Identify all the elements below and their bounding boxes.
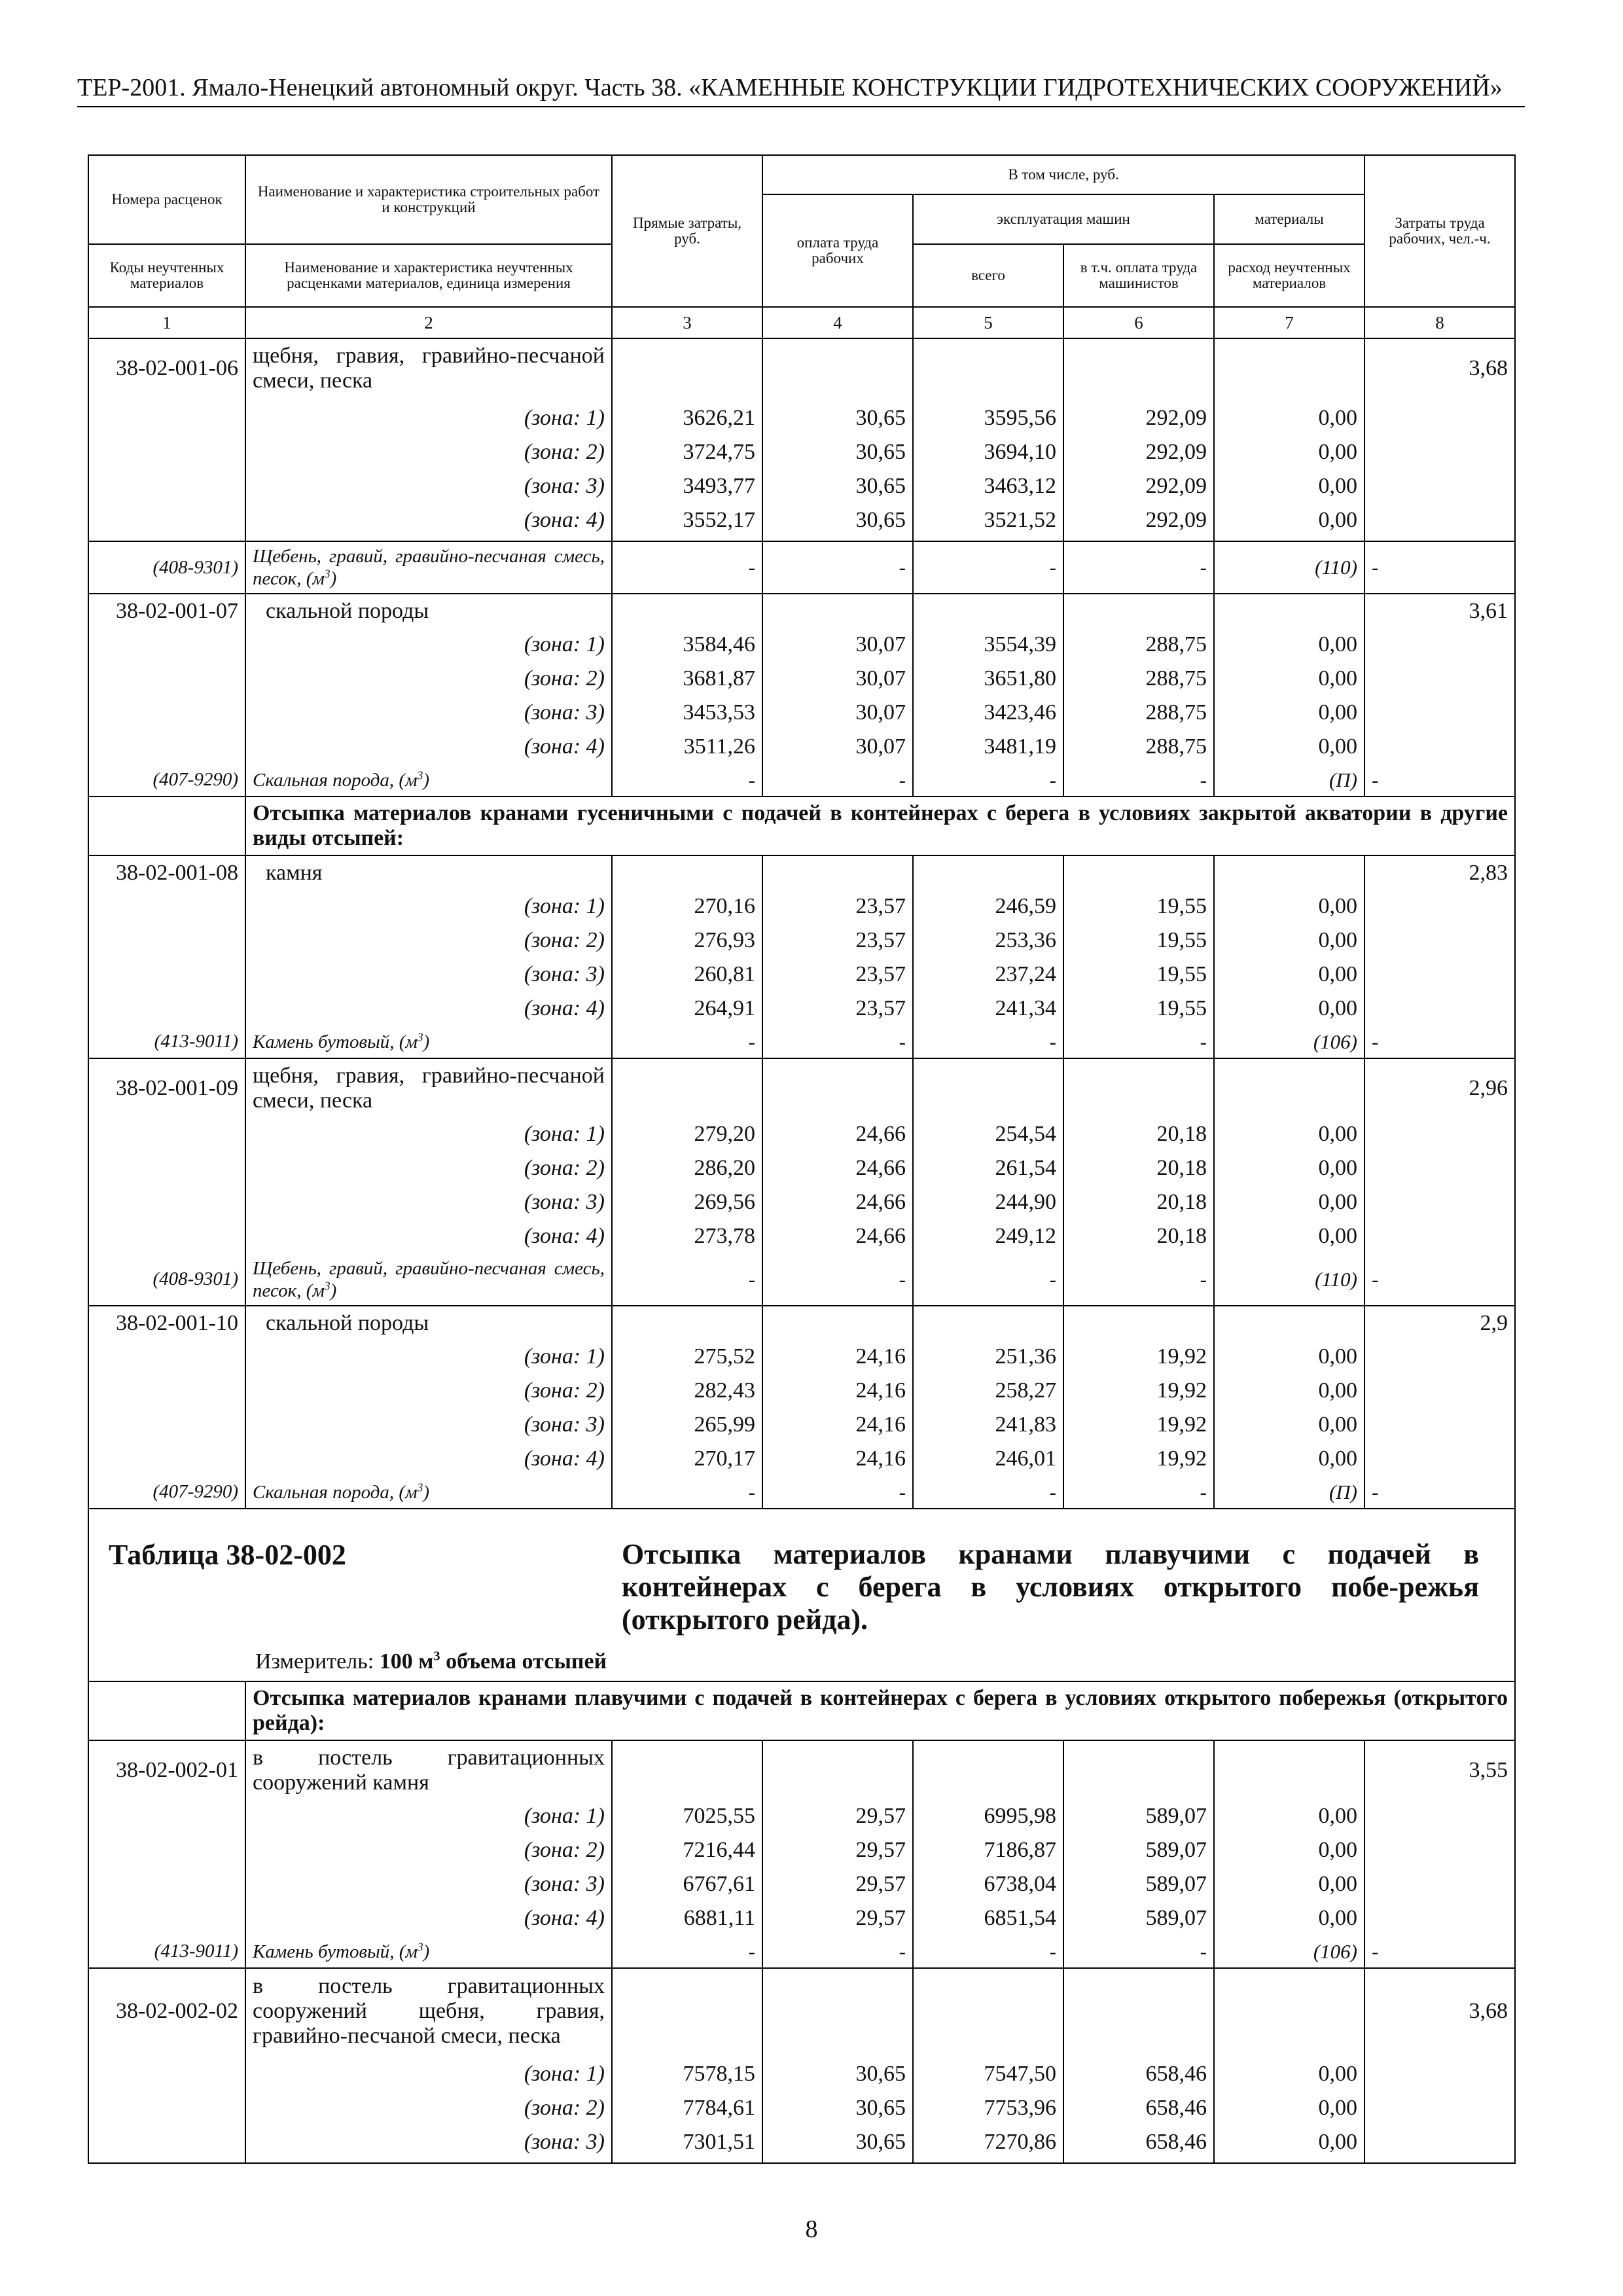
value: 19,55 <box>1156 962 1207 986</box>
material-code: (413-9011) <box>88 1935 245 1968</box>
dash-cell: - <box>1063 1253 1214 1306</box>
value: 3651,80 <box>984 666 1056 691</box>
rate-name: в постель гравитационных сооружений камня <box>245 1740 612 1799</box>
material-row <box>88 764 1515 797</box>
value: 3626,21 <box>683 405 755 430</box>
zone-label: (зона: 3) <box>524 1190 605 1214</box>
value: 19,55 <box>1156 996 1207 1020</box>
value: 30,07 <box>855 666 906 691</box>
dash-cell: - <box>1063 1476 1214 1509</box>
material-costs <box>1214 397 1364 541</box>
rates-table <box>88 154 1516 2164</box>
value: 251,36 <box>995 1344 1056 1369</box>
value: 288,75 <box>1145 734 1207 759</box>
zone-label: (зона: 2) <box>524 1838 605 1862</box>
value: 589,07 <box>1145 1872 1207 1896</box>
col1-header-bottom: Коды неучтенных материалов <box>88 244 245 307</box>
dash-cell: - <box>612 541 762 594</box>
material-code: (407-9290) <box>88 764 245 797</box>
value: 30,07 <box>855 700 906 725</box>
material-code: (407-9290) <box>88 1476 245 1509</box>
value: 20,18 <box>1156 1156 1207 1180</box>
measure-unit: Измеритель: 100 $м^3$ объема отсыпей <box>255 1649 607 1674</box>
value: 246,01 <box>995 1446 1056 1471</box>
zone-label: (зона: 3) <box>524 1872 605 1896</box>
material-name: Щебень, гравий, гравийно-песчаная смесь, песок, $(м^3)$ <box>245 1253 612 1306</box>
labor-cost: 3,61 <box>1364 594 1515 628</box>
col2-header-top: Наименование и характеристика строительных работ и конструкций <box>245 155 612 244</box>
value: 292,09 <box>1145 507 1207 532</box>
value: 253,36 <box>995 928 1056 952</box>
rate-code: 38-02-002-02 <box>88 1968 245 2053</box>
value: 270,17 <box>694 1446 755 1471</box>
zone-label: (зона: 3) <box>524 700 605 725</box>
value: 0,00 <box>1318 1378 1358 1403</box>
value: 0,00 <box>1318 1906 1358 1930</box>
value: 19,92 <box>1156 1412 1207 1437</box>
section-row <box>88 797 1515 855</box>
zone-label: (зона: 2) <box>524 1156 605 1180</box>
zone-values-row <box>88 2053 1515 2163</box>
value: 0,00 <box>1318 734 1358 759</box>
value: 6767,61 <box>683 1872 755 1896</box>
value: 0,00 <box>1318 962 1358 986</box>
value: 292,09 <box>1145 405 1207 430</box>
machine-costs <box>913 397 1063 541</box>
column-number: 5 <box>913 307 1063 338</box>
col3-header: Прямые затраты, руб. <box>612 155 762 307</box>
dash-cell: - <box>1364 1026 1515 1058</box>
value: 0,00 <box>1318 2061 1358 2086</box>
dash-cell: - <box>762 1026 913 1058</box>
value: 3554,39 <box>984 632 1056 656</box>
dash-cell: - <box>913 541 1063 594</box>
value: 24,66 <box>855 1190 906 1214</box>
value: 0,00 <box>1318 1804 1358 1828</box>
value: 0,00 <box>1318 928 1358 952</box>
value: 30,65 <box>855 473 906 498</box>
value: 23,57 <box>855 996 906 1020</box>
zone-values-row <box>88 889 1515 1026</box>
value: 30,65 <box>855 2129 906 2154</box>
zone-label: (зона: 1) <box>524 894 605 918</box>
value: 3463,12 <box>984 473 1056 498</box>
rate-row <box>88 594 1515 628</box>
value: 0,00 <box>1318 1872 1358 1896</box>
page-number: 8 <box>805 2215 818 2243</box>
zone-label: (зона: 4) <box>524 996 605 1020</box>
value: 23,57 <box>855 894 906 918</box>
value: 3552,17 <box>683 507 755 532</box>
value: 29,57 <box>855 1838 906 1862</box>
value: 30,65 <box>855 405 906 430</box>
value: 24,16 <box>855 1378 906 1403</box>
material-name: Камень бутовый, $(м^3)$ <box>245 1935 612 1968</box>
value: 0,00 <box>1318 405 1358 430</box>
rate-name: скальной породы <box>245 1306 612 1340</box>
value: 286,20 <box>694 1156 755 1180</box>
value: 3493,77 <box>683 473 755 498</box>
labor-cost: 2,96 <box>1364 1058 1515 1117</box>
material-code: (408-9301) <box>88 541 245 594</box>
rate-code: 38-02-002-01 <box>88 1740 245 1799</box>
labor-cost: 3,68 <box>1364 1968 1515 2053</box>
value: 0,00 <box>1318 1412 1358 1437</box>
material-code: (408-9301) <box>88 1253 245 1306</box>
value: 3694,10 <box>984 439 1056 464</box>
material-row <box>88 1026 1515 1058</box>
machinist-wages <box>1063 397 1214 541</box>
header-row-1 <box>88 155 1515 194</box>
value: 589,07 <box>1145 1906 1207 1930</box>
value: 658,46 <box>1145 2061 1207 2086</box>
value: 0,00 <box>1318 1838 1358 1862</box>
value: 24,16 <box>855 1446 906 1471</box>
value: 0,00 <box>1318 1344 1358 1369</box>
zone-label: (зона: 4) <box>524 1906 605 1930</box>
value: 19,55 <box>1156 894 1207 918</box>
rate-code: 38-02-001-07 <box>88 594 245 628</box>
running-header: ТЕР-2001. Ямало-Ненецкий автономный округ. Часть 38. «КАМЕННЫЕ КОНСТРУКЦИИ ГИДРОТЕХНИЧЕСКИХ СООРУЖЕНИЙ» <box>77 74 1503 101</box>
value: 29,57 <box>855 1804 906 1828</box>
section-row <box>88 1681 1515 1740</box>
value: 260,81 <box>694 962 755 986</box>
value: 19,92 <box>1156 1378 1207 1403</box>
zone-label: (зона: 2) <box>524 666 605 691</box>
column-numbers-row <box>88 307 1515 338</box>
column-number: 8 <box>1364 307 1515 338</box>
zone-label: (зона: 2) <box>524 1378 605 1403</box>
value: 3423,46 <box>984 700 1056 725</box>
material-row <box>88 1935 1515 1968</box>
value: 246,59 <box>995 894 1056 918</box>
zone-label: (зона: 4) <box>524 734 605 759</box>
zone-values-row <box>88 397 1515 541</box>
value: 7547,50 <box>984 2061 1056 2086</box>
rate-code: 38-02-001-06 <box>88 338 245 397</box>
value: 0,00 <box>1318 996 1358 1020</box>
value: 269,56 <box>694 1190 755 1214</box>
value: 288,75 <box>1145 632 1207 656</box>
dash-cell: - <box>762 541 913 594</box>
value: 24,66 <box>855 1224 906 1248</box>
value: 241,83 <box>995 1412 1056 1437</box>
value: 3681,87 <box>683 666 755 691</box>
value: 0,00 <box>1318 1224 1358 1248</box>
value: 24,66 <box>855 1156 906 1180</box>
dash-cell: - <box>762 1476 913 1509</box>
rate-name: щебня, гравия, гравийно-песчаной смеси, песка <box>245 338 612 397</box>
labor-cost: 2,83 <box>1364 855 1515 889</box>
dash-cell: - <box>913 1476 1063 1509</box>
col6-header: в т.ч. оплата труда машинистов <box>1063 244 1214 307</box>
value: 7186,87 <box>984 1838 1056 1862</box>
rate-code: 38-02-001-10 <box>88 1306 245 1340</box>
value: 288,75 <box>1145 700 1207 725</box>
material-name: Скальная порода, $(м^3)$ <box>245 1476 612 1509</box>
col4-header: оплата труда рабочих <box>762 194 913 307</box>
column-number: 7 <box>1214 307 1364 338</box>
value: 241,34 <box>995 996 1056 1020</box>
dash-cell: - <box>1364 1476 1515 1509</box>
rate-row <box>88 1058 1515 1117</box>
rate-code: 38-02-001-09 <box>88 1058 245 1117</box>
value: 292,09 <box>1145 439 1207 464</box>
value: 589,07 <box>1145 1804 1207 1828</box>
rate-row <box>88 1968 1515 2053</box>
value: 6851,54 <box>984 1906 1056 1930</box>
dash-cell: - <box>1063 1935 1214 1968</box>
zone-label: (зона: 1) <box>524 1344 605 1369</box>
table-title: Отсыпка материалов кранами плавучими с подачей в контейнерах с берега в условиях открытого побе-режья (открытого рейда). <box>622 1538 1479 1636</box>
value: 7753,96 <box>984 2095 1056 2120</box>
value: 6881,11 <box>683 1906 755 1930</box>
dash-cell: - <box>1364 764 1515 797</box>
value: 292,09 <box>1145 473 1207 498</box>
wages <box>762 397 913 541</box>
col1-header-top: Номера расценок <box>88 155 245 244</box>
dash-cell: - <box>1364 1935 1515 1968</box>
value: 0,00 <box>1318 439 1358 464</box>
material-consumption: (106) <box>1214 1026 1364 1058</box>
value: 23,57 <box>855 928 906 952</box>
value: 0,00 <box>1318 1122 1358 1146</box>
value: 273,78 <box>694 1224 755 1248</box>
value: 658,46 <box>1145 2095 1207 2120</box>
including-header: В том числе, руб. <box>762 155 1364 194</box>
value: 0,00 <box>1318 1156 1358 1180</box>
value: 3584,46 <box>683 632 755 656</box>
value: 0,00 <box>1318 700 1358 725</box>
material-row <box>88 1253 1515 1306</box>
dash-cell: - <box>762 764 913 797</box>
zone-label: (зона: 1) <box>524 1122 605 1146</box>
machines-header: эксплуатация машин <box>913 194 1214 244</box>
zone-label: (зона: 4) <box>524 1446 605 1471</box>
zone-values-row <box>88 1117 1515 1253</box>
value: 0,00 <box>1318 666 1358 691</box>
col8-header: Затраты труда рабочих, чел.-ч. <box>1364 155 1515 307</box>
value: 279,20 <box>694 1122 755 1146</box>
header-rule <box>77 106 1525 107</box>
column-number: 6 <box>1063 307 1214 338</box>
value: 0,00 <box>1318 894 1358 918</box>
material-consumption: (П) <box>1214 1476 1364 1509</box>
dash-cell: - <box>1063 1026 1214 1058</box>
value: 0,00 <box>1318 2095 1358 2120</box>
dash-cell: - <box>913 1935 1063 1968</box>
value: 7025,55 <box>683 1804 755 1828</box>
dash-cell: - <box>612 1935 762 1968</box>
value: 275,52 <box>694 1344 755 1369</box>
materials-header: материалы <box>1214 194 1364 244</box>
value: 7784,61 <box>683 2095 755 2120</box>
value: 3521,52 <box>984 507 1056 532</box>
value: 258,27 <box>995 1378 1056 1403</box>
material-row <box>88 1476 1515 1509</box>
value: 244,90 <box>995 1190 1056 1214</box>
material-name: Камень бутовый, $(м^3)$ <box>245 1026 612 1058</box>
dash-cell: - <box>762 1935 913 1968</box>
direct-costs <box>612 397 762 541</box>
section-heading: Отсыпка материалов кранами плавучими с подачей в контейнерах с берега в условиях открытого побережья (открытого рейда): <box>245 1681 1515 1740</box>
value: 0,00 <box>1318 2129 1358 2154</box>
value: 0,00 <box>1318 1190 1358 1214</box>
value: 30,65 <box>855 439 906 464</box>
rate-name: в постель гравитационных сооружений щебня, гравия, гравийно-песчаной смеси, песка <box>245 1968 612 2053</box>
value: 589,07 <box>1145 1838 1207 1862</box>
column-number: 3 <box>612 307 762 338</box>
dash-cell: - <box>612 1253 762 1306</box>
value: 7270,86 <box>984 2129 1056 2154</box>
zone-label: (зона: 3) <box>524 962 605 986</box>
zone-values-row <box>88 1340 1515 1476</box>
zone-label: (зона: 4) <box>524 507 605 532</box>
value: 261,54 <box>995 1156 1056 1180</box>
zone-labels <box>245 397 612 541</box>
column-number: 1 <box>88 307 245 338</box>
value: 30,65 <box>855 2061 906 2086</box>
value: 3724,75 <box>683 439 755 464</box>
section-heading: Отсыпка материалов кранами гусеничными с подачей в контейнерах с берега в условиях закрытой акватории в другие виды отсыпей: <box>245 797 1515 855</box>
labor-cost: 3,68 <box>1364 338 1515 397</box>
value: 6995,98 <box>984 1804 1056 1828</box>
dash-cell: - <box>762 1253 913 1306</box>
value: 264,91 <box>694 996 755 1020</box>
value: 237,24 <box>995 962 1056 986</box>
value: 19,92 <box>1156 1446 1207 1471</box>
dash-cell: - <box>612 764 762 797</box>
zone-values-row <box>88 628 1515 764</box>
value: 658,46 <box>1145 2129 1207 2154</box>
value: 29,57 <box>855 1872 906 1896</box>
value: 30,07 <box>855 734 906 759</box>
value: 0,00 <box>1318 473 1358 498</box>
value: 254,54 <box>995 1122 1056 1146</box>
value: 276,93 <box>694 928 755 952</box>
zone-label: (зона: 1) <box>524 405 605 430</box>
value: 30,65 <box>855 2095 906 2120</box>
labor-cost: 2,9 <box>1364 1306 1515 1340</box>
value: 3481,19 <box>984 734 1056 759</box>
value: 6738,04 <box>984 1872 1056 1896</box>
zone-label: (зона: 1) <box>524 1804 605 1828</box>
col5-header: всего <box>913 244 1063 307</box>
value: 0,00 <box>1318 632 1358 656</box>
zone-label: (зона: 4) <box>524 1224 605 1248</box>
value: 3595,56 <box>984 405 1056 430</box>
zone-values-row <box>88 1799 1515 1935</box>
rate-row <box>88 1740 1515 1799</box>
material-name: Щебень, гравий, гравийно-песчаная смесь, песок, $(м^3)$ <box>245 541 612 594</box>
zone-label: (зона: 3) <box>524 1412 605 1437</box>
zone-label: (зона: 3) <box>524 473 605 498</box>
zone-label: (зона: 3) <box>524 2129 605 2154</box>
value: 7578,15 <box>683 2061 755 2086</box>
value: 20,18 <box>1156 1224 1207 1248</box>
zone-label: (зона: 2) <box>524 2095 605 2120</box>
material-name: Скальная порода, $(м^3)$ <box>245 764 612 797</box>
rate-code: 38-02-001-08 <box>88 855 245 889</box>
value: 24,66 <box>855 1122 906 1146</box>
dash-cell: - <box>1364 1253 1515 1306</box>
table-title-row <box>88 1509 1515 1681</box>
material-consumption: (П) <box>1214 764 1364 797</box>
col7-header: расход неучтенных материалов <box>1214 244 1364 307</box>
rate-row <box>88 855 1515 889</box>
material-row <box>88 541 1515 594</box>
value: 270,16 <box>694 894 755 918</box>
dash-cell: - <box>913 1026 1063 1058</box>
table-label: Таблица 38-02-002 <box>109 1539 346 1571</box>
value: 23,57 <box>855 962 906 986</box>
rate-name: скальной породы <box>245 594 612 628</box>
dash-cell: - <box>1364 541 1515 594</box>
col2-header-bottom: Наименование и характеристика неучтенных расценками материалов, единица измерения <box>245 244 612 307</box>
column-number: 4 <box>762 307 913 338</box>
value: 282,43 <box>694 1378 755 1403</box>
value: 3511,26 <box>683 734 755 759</box>
column-number: 2 <box>245 307 612 338</box>
value: 265,99 <box>694 1412 755 1437</box>
value: 7301,51 <box>683 2129 755 2154</box>
value: 24,16 <box>855 1412 906 1437</box>
rate-name: щебня, гравия, гравийно-песчаной смеси, песка <box>245 1058 612 1117</box>
value: 0,00 <box>1318 507 1358 532</box>
material-consumption: (106) <box>1214 1935 1364 1968</box>
value: 30,07 <box>855 632 906 656</box>
dash-cell: - <box>1063 764 1214 797</box>
value: 29,57 <box>855 1906 906 1930</box>
value: 7216,44 <box>683 1838 755 1862</box>
value: 30,65 <box>855 507 906 532</box>
value: 20,18 <box>1156 1190 1207 1214</box>
value: 19,55 <box>1156 928 1207 952</box>
labor-cost: 3,55 <box>1364 1740 1515 1799</box>
zone-label: (зона: 1) <box>524 632 605 656</box>
dash-cell: - <box>612 1476 762 1509</box>
zone-label: (зона: 2) <box>524 439 605 464</box>
zone-label: (зона: 2) <box>524 928 605 952</box>
dash-cell: - <box>913 764 1063 797</box>
dash-cell: - <box>1063 541 1214 594</box>
value: 20,18 <box>1156 1122 1207 1146</box>
dash-cell: - <box>913 1253 1063 1306</box>
material-consumption: (110) <box>1214 1253 1364 1306</box>
value: 0,00 <box>1318 1446 1358 1471</box>
rate-row <box>88 1306 1515 1340</box>
value: 249,12 <box>995 1224 1056 1248</box>
material-code: (413-9011) <box>88 1026 245 1058</box>
material-consumption: (110) <box>1214 541 1364 594</box>
rate-row <box>88 338 1515 397</box>
value: 19,92 <box>1156 1344 1207 1369</box>
rate-name: камня <box>245 855 612 889</box>
dash-cell: - <box>612 1026 762 1058</box>
value: 288,75 <box>1145 666 1207 691</box>
value: 24,16 <box>855 1344 906 1369</box>
value: 3453,53 <box>683 700 755 725</box>
zone-label: (зона: 1) <box>524 2061 605 2086</box>
